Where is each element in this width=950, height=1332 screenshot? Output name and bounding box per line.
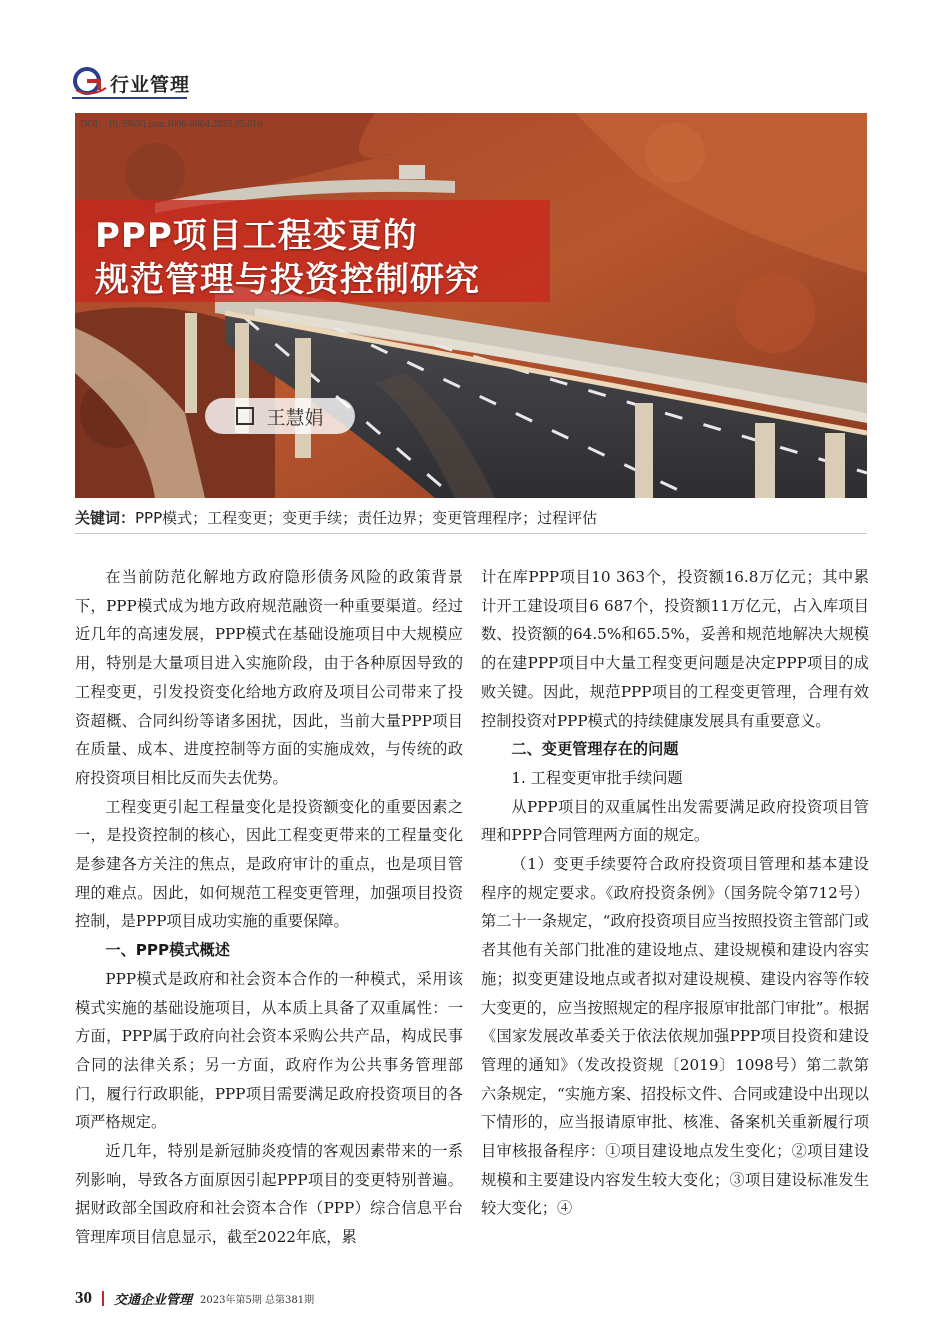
journal-name: 交通企业管理: [114, 1292, 193, 1308]
issue-info: 2023年第5期 总第381期: [200, 1294, 315, 1306]
subsection-heading: 1. 工程变更审批手续问题: [511, 768, 683, 787]
highway-illustration: [75, 113, 867, 498]
section-label: 行业管理: [110, 74, 191, 96]
keywords: [75, 507, 597, 528]
article-title-line1: PPP项目工程变更的: [95, 216, 418, 256]
keywords-label: 关键词：: [75, 509, 136, 527]
footer-divider: [102, 1291, 104, 1306]
article-title-line2: 规范管理与投资控制研究: [95, 260, 480, 300]
left-column: [75, 563, 463, 1252]
author-name: 王慧娟: [266, 406, 324, 429]
section-heading: 一、PPP模式概述: [105, 941, 230, 960]
paragraph: 在当前防范化解地方政府隐形债务风险的政策背景下，PPP模式成为地方政府规范融资一种重要渠道。经过近几年的高速发展，PPP模式在基础设施项目中大规模应用，特别是大量项目进入实施阶段，由于各种原因导致的工程变更，引发投资变化给地方政府及项目公司带来了投资超概、合同纠纷等诸多困扰，因此，当前大量PPP项目在质量、成本、进度控制等方面的实施成效，与传统的政府投资项目相比反而失去优势。: [75, 568, 463, 787]
keywords-rule: [75, 533, 867, 534]
paragraph: PPP模式是政府和社会资本合作的一种模式，采用该模式实施的基础设施项目，从本质上具备了双重属性：一方面，PPP属于政府向社会资本采购公共产品，构成民事合同的法律关系；另一方面，政府作为公共事务管理部门，履行行政职能，PPP项目需要满足政府投资项目的各项严格规定。: [75, 969, 463, 1132]
author-box-icon: [236, 407, 254, 425]
right-column: [481, 563, 869, 1223]
paragraph: 从PPP项目的双重属性出发需要满足政府投资项目管理和PPP合同管理两方面的规定。: [481, 797, 869, 845]
hero-image: [75, 113, 867, 498]
paragraph: 工程变更引起工程量变化是投资额变化的重要因素之一，是投资控制的核心，因此工程变更带来的工程量变化是参建各方关注的焦点，是政府审计的重点，也是项目管理的难点。因此，如何规范工程变更管理，加强项目投资控制，是PPP项目成功实施的重要保障。: [75, 797, 463, 931]
section-heading: 二、变更管理存在的问题: [511, 740, 679, 759]
keywords-text: PPP模式；工程变更；变更手续；责任边界；变更管理程序；过程评估: [135, 509, 598, 527]
page-number: 30: [75, 1288, 92, 1307]
doi: DOI：10.3963/j.issn.1006-8864.2023.05.010: [80, 119, 263, 130]
magazine-logo-icon: [72, 66, 108, 96]
paragraph: 近几年，特别是新冠肺炎疫情的客观因素带来的一系列影响，导致各方面原因引起PPP项目的变更特别普遍。据财政部全国政府和社会资本合作（PPP）综合信息平台管理库项目信息显示，截至2022年底，累: [75, 1142, 463, 1247]
author-badge: [205, 398, 355, 434]
page-footer: [75, 1288, 314, 1308]
header-rule: [72, 97, 187, 99]
paragraph: 计在库PPP项目10 363个，投资额16.8万亿元；其中累计开工建设项目6 687个，投资额11万亿元，占入库项目数、投资额的64.5%和65.5%，妥善和规范地解决大规模的在建PPP项目中大量工程变更问题是决定PPP项目的成败关键。因此，规范PPP项目的工程变更管理，合理有效控制投资对PPP模式的持续健康发展具有重要意义。: [481, 568, 869, 730]
paragraph: （1）变更手续要符合政府投资项目管理和基本建设程序的规定要求。《政府投资条例》（国务院令第712号）第二十一条规定，“政府投资项目应当按照投资主管部门或者其他有关部门批准的建设地点、建设规模和建设内容实施；拟变更建设地点或者拟对建设规模、建设内容等作较大变更的，应当按照规定的程序报原审批部门审批”。根据《国家发展改革委关于依法依规加强PPP项目投资和建设管理的通知》（发改投资规〔2019〕1098号）第二款第六条规定，“实施方案、招投标文件、合同或建设中出现以下情形的，应当报请原审批、核准、备案机关重新履行项目审核报备程序：①项目建设地点发生变化；②项目建设规模和主要建设内容发生较大变化；③项目建设标准发生较大变化；④: [481, 855, 869, 1218]
